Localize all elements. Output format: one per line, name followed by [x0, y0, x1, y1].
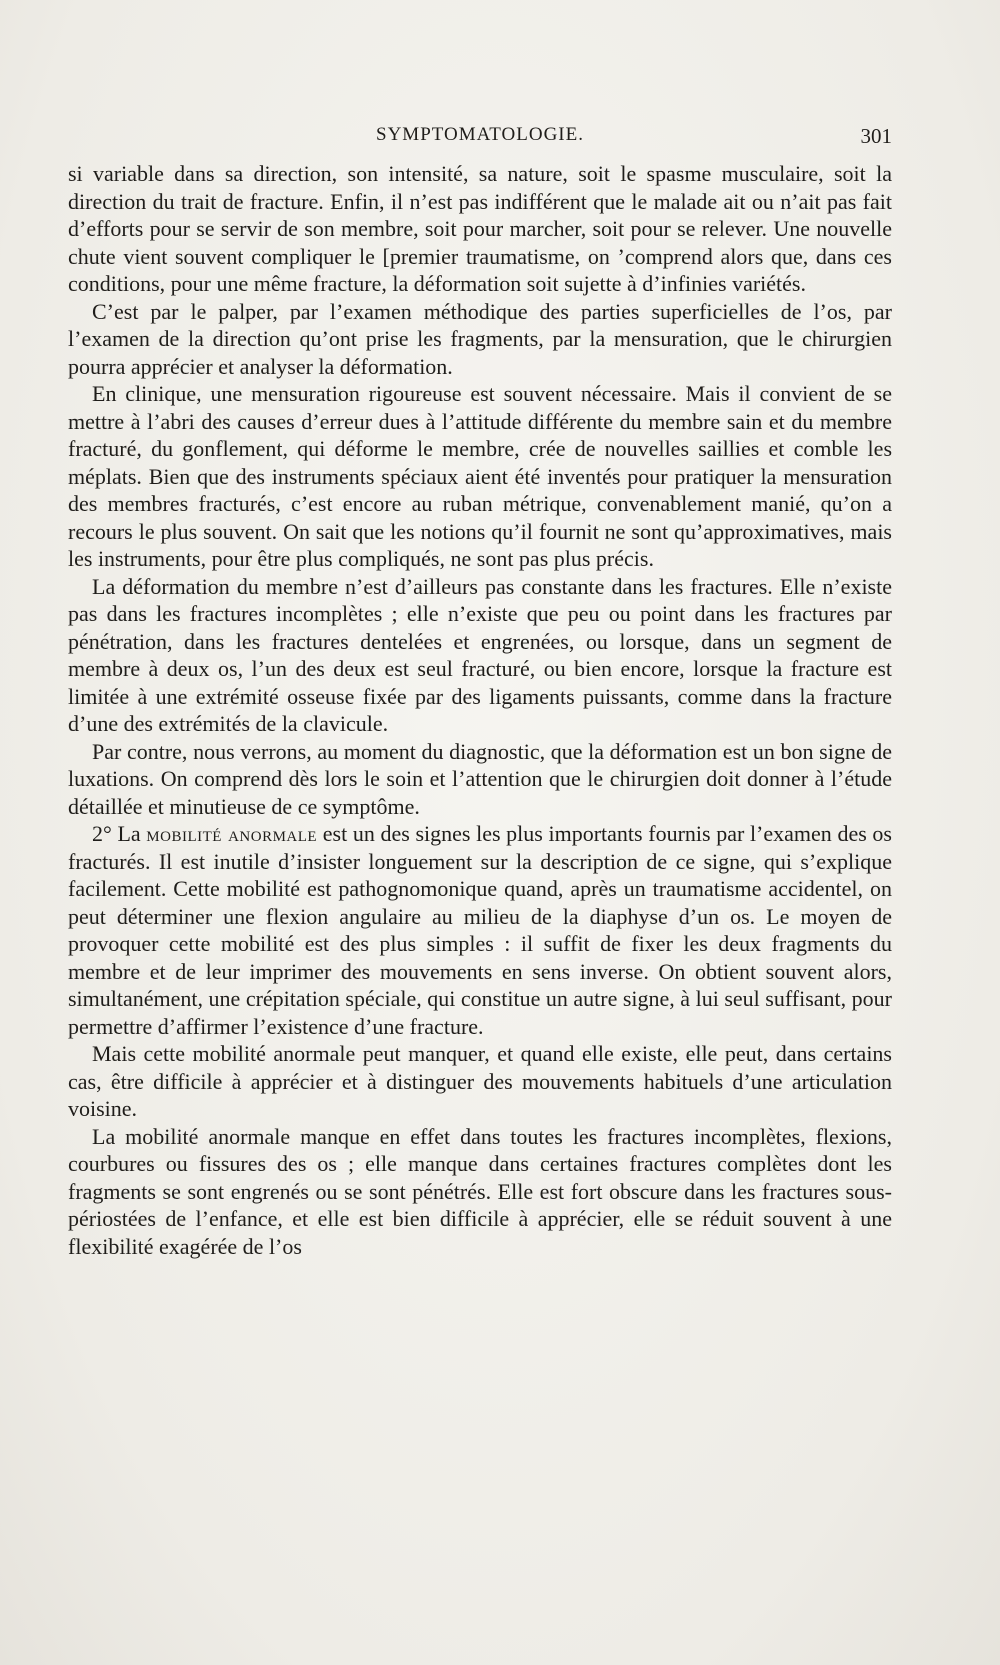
- paragraph-1: si variable dans sa direction, son intensité, sa nature, soit le spasme musculaire, soit la direction du trait de fracture. Enfin, il n’est pas indifférent que le malade ait ou n’ait pas fait d’efforts pour se servir de son membre, soit pour marcher, soit pour se relever. Une nouvelle chute vient souvent compliquer le [premier traumatisme, on ’comprend alors que, dans ces conditions, pour une même fracture, la déformation soit sujette à d’infinies variétés.: [68, 161, 892, 296]
- section-heading: mobilité anormale: [146, 821, 318, 846]
- section-number: 2° La: [92, 821, 147, 846]
- paragraph-2: C’est par le palper, par l’examen méthodique des parties superficielles de l’os, par l’examen de la direction qu’ont prise les fragments, par la mensuration, que le chirurgien pourra apprécier et analyser la déformation.: [68, 298, 892, 379]
- body-text: [68, 160, 892, 1260]
- paragraph-5: Par contre, nous verrons, au moment du diagnostic, que la déformation est un bon signe de luxations. On comprend dès lors le soin et l’attention que le chirurgien doit donner à l’étude détaillée et minutieuse de ce symptôme.: [68, 738, 892, 819]
- paragraph-3: En clinique, une mensuration rigoureuse est souvent nécessaire. Mais il convient de se mettre à l’abri des causes d’erreur dues à l’attitude différente du membre sain et du membre fracturé, du gonflement, qui déforme le membre, crée de nouvelles saillies et comble les méplats. Bien que des instruments spéciaux aient été inventés pour pratiquer la mensuration des membres fracturés, c’est encore au ruban métrique, convenablement manié, qu’on a recours le plus souvent. On sait que les notions qu’il fournit ne sont qu’approximatives, mais les instruments, pour être plus compliqués, ne sont pas plus précis.: [68, 381, 892, 571]
- running-title: SYMPTOMATOLOGIE.: [376, 124, 584, 145]
- paragraph-6-text: est un des signes les plus importants fournis par l’examen des os fracturés. Il est inutile d’insister longuement sur la description de ce signe, qui s’explique facilement. Cette mobilité est pathognomonique quand, après un traumatisme accidentel, on peut déterminer une flexion angulaire au milieu de la diaphyse d’un os. Le moyen de provoquer cette mobilité est des plus simples : il suffit de fixer les deux fragments du membre et de leur imprimer des mouvements en sens inverse. On obtient souvent alors, simultanément, une crépitation spéciale, qui constitue un autre signe, à lui seul suffisant, pour permettre d’affirmer l’existence d’une fracture.: [68, 821, 892, 1039]
- page-number: 301: [860, 124, 892, 148]
- running-head: [68, 124, 892, 154]
- paragraph-6: [68, 820, 892, 1040]
- paragraph-7: Mais cette mobilité anormale peut manquer, et quand elle existe, elle peut, dans certains cas, être difficile à apprécier et à distinguer des mouvements habituels d’une articulation voisine.: [68, 1041, 892, 1121]
- paragraph-4: La déformation du membre n’est d’ailleurs pas constante dans les fractures. Elle n’existe pas dans les fractures incomplètes ; elle n’existe que peu ou point dans les fractures par pénétration, dans les fractures dentelées et engrenées, ou lorsque, dans un segment de membre à deux os, l’un des deux est seul fracturé, ou bien encore, lorsque la fracture est limitée à une extrémité osseuse fixée par des ligaments puissants, comme dans la fracture d’une des extrémités de la clavicule.: [68, 573, 892, 736]
- paragraph-8: La mobilité anormale manque en effet dans toutes les fractures incomplètes, flexions, courbures ou fissures des os ; elle manque dans certaines fractures complètes dont les fragments se sont engrenés ou se sont pénétrés. Elle est fort obscure dans les fractures sous-périostées de l’enfance, et elle est bien difficile à apprécier, elle se réduit souvent à une flexibilité exagérée de l’os: [68, 1123, 892, 1259]
